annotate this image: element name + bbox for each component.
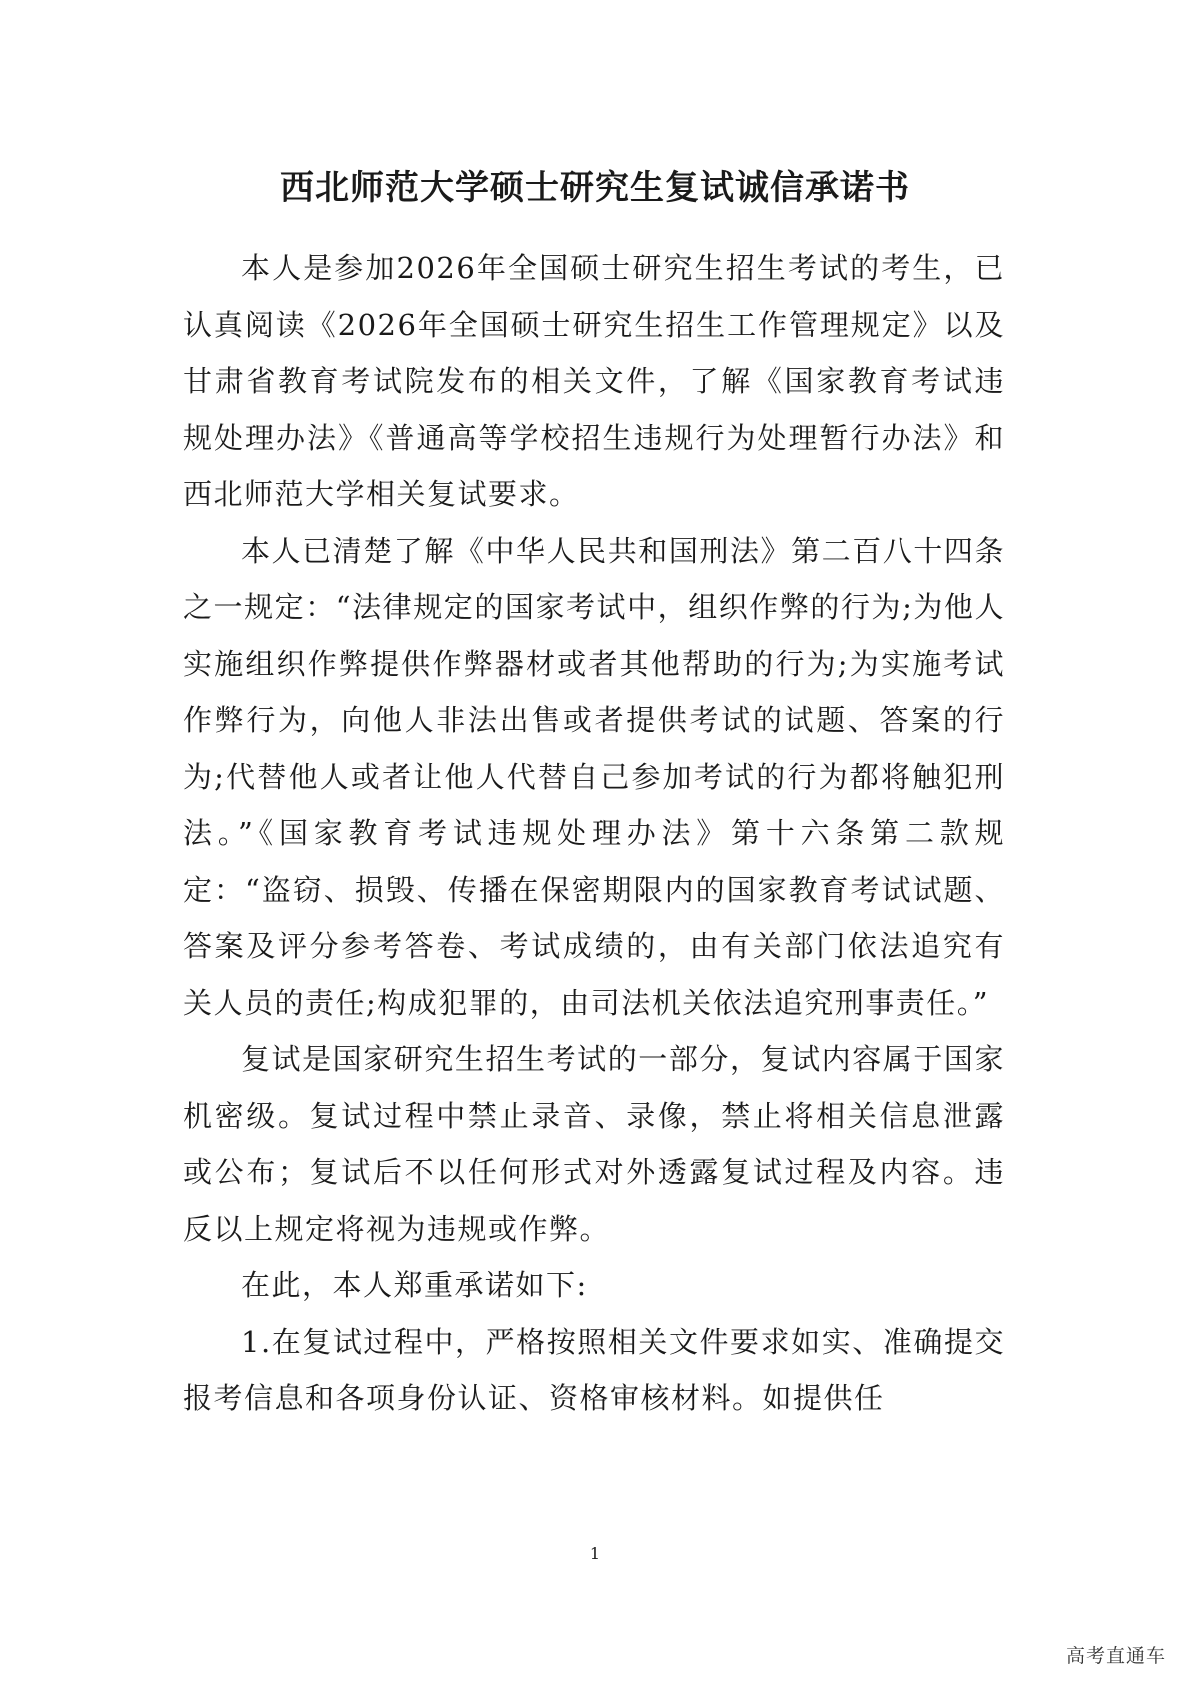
document-body <box>183 240 1005 1427</box>
paragraph-intro: 本人是参加2026年全国硕士研究生招生考试的考生，已认真阅读《2026年全国硕士研究生招生工作管理规定》以及甘肃省教育考试院发布的相关文件，了解《国家教育考试违规处理办法》《普通高等学校招生违规行为处理暂行办法》和西北师范大学相关复试要求。 <box>183 251 1005 511</box>
document-title: 西北师范大学硕士研究生复试诚信承诺书 <box>280 168 910 208</box>
paragraph-criminal-law: 本人已清楚了解《中华人民共和国刑法》第二百八十四条之一规定：“法律规定的国家考试中，组织作弊的行为;为他人实施组织作弊提供作弊器材或者其他帮助的行为;为实施考试作弊行为，向他人非法出售或者提供考试的试题、答案的行为;代替他人或者让他人代替自己参加考试的行为都将触犯刑法。”《国家教育考试违规处理办法》第十六条第二款规定：“盗窃、损毁、传播在保密期限内的国家教育考试试题、答案及评分参考答卷、考试成绩的，由有关部门依法追究有关人员的责任;构成犯罪的，由司法机关依法追究刑事责任。” <box>183 533 1005 1020</box>
paragraph-pledge-lead: 在此，本人郑重承诺如下: <box>241 1268 588 1302</box>
watermark-text: 高考直通车 <box>1065 1645 1166 1667</box>
paragraph-pledge-item-1: 1.在复试过程中，严格按照相关文件要求如实、准确提交报考信息和各项身份认证、资格审核材料。如提供任 <box>183 1324 1005 1415</box>
page-number: 1 <box>589 1544 601 1563</box>
paragraph-confidentiality: 复试是国家研究生招生考试的一部分，复试内容属于国家机密级。复试过程中禁止录音、录像，禁止将相关信息泄露或公布；复试后不以任何形式对外透露复试过程及内容。违反以上规定将视为违规或作弊。 <box>183 1042 1005 1246</box>
